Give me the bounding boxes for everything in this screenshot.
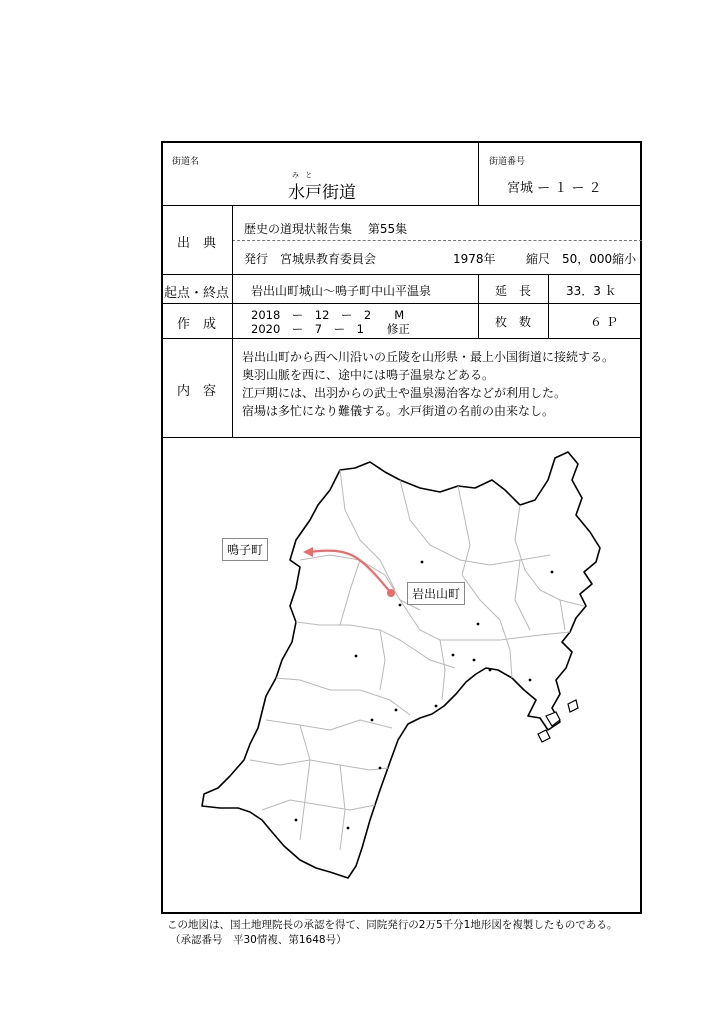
source-publisher: 発行 宮城県教育委員会 bbox=[244, 252, 377, 266]
footer-copyright: この地図は、国土地理院長の承認を得て、同院発行の2万5千分1地形図を複製したものである。 bbox=[167, 919, 618, 931]
map-label-naruko: 鳴子町 bbox=[222, 538, 268, 561]
source-scale: 縮尺 50，000縮小 bbox=[526, 252, 637, 266]
rule-header bbox=[161, 205, 642, 206]
divider-labels bbox=[232, 205, 233, 437]
content-line: 岩出山町から西へ川沿いの丘陵を山形県・最上小国街道に接続する。 bbox=[242, 350, 615, 364]
island bbox=[538, 730, 550, 742]
source-title: 歴史の道現状報告集 第55集 bbox=[244, 222, 408, 236]
route-start-marker bbox=[387, 589, 395, 597]
length-label: 延 長 bbox=[494, 284, 531, 298]
rule-content bbox=[161, 437, 642, 438]
content-line: 江戸期には、出羽からの武士や温泉湯治客などが利用した。 bbox=[242, 386, 567, 400]
content-label: 内 容 bbox=[176, 384, 216, 399]
prefecture-outline bbox=[202, 452, 600, 878]
content-line: 宿場は多忙になり難儀する。水戸街道の名前の由来なし。 bbox=[242, 404, 555, 418]
road-number-label: 街道番号 bbox=[489, 157, 526, 167]
pages-value: ６ Ｐ bbox=[590, 315, 618, 329]
miyagi-map bbox=[163, 439, 640, 912]
source-label: 出 典 bbox=[176, 236, 216, 251]
divider-right-inner bbox=[548, 274, 549, 338]
footer-approval: （承認番号 平30情複、第1648号） bbox=[170, 934, 347, 946]
rule-created bbox=[161, 338, 642, 339]
created-date-2: 2020 ー 7 ー 1 修正 bbox=[251, 322, 410, 336]
rule-source bbox=[161, 274, 642, 275]
source-year: 1978年 bbox=[453, 252, 496, 266]
road-name: 水戸街道 bbox=[288, 183, 356, 203]
content-text bbox=[242, 348, 614, 420]
length-value: 33．3 ｋ bbox=[566, 284, 617, 298]
content-line: 奥羽山脈を西に、途中には鳴子温泉などある。 bbox=[242, 368, 495, 382]
created-date-1: 2018 ー 12 ー 2 M bbox=[251, 308, 405, 322]
road-name-label: 街道名 bbox=[172, 157, 200, 167]
endpoints-value: 岩出山町城山～鳴子町中山平温泉 bbox=[251, 284, 432, 298]
map-label-iwadeyama: 岩出山町 bbox=[407, 582, 465, 605]
pages-label: 枚 数 bbox=[494, 315, 531, 329]
rule-endpoints bbox=[161, 303, 642, 304]
island bbox=[568, 700, 578, 712]
created-label: 作 成 bbox=[176, 317, 216, 332]
endpoints-label: 起点・終点 bbox=[163, 286, 229, 301]
road-name-ruby: み と bbox=[292, 171, 315, 179]
divider-header bbox=[478, 141, 479, 205]
road-number: 宮城 ー １ ー ２ bbox=[507, 181, 602, 196]
rule-source-inner bbox=[232, 240, 642, 241]
